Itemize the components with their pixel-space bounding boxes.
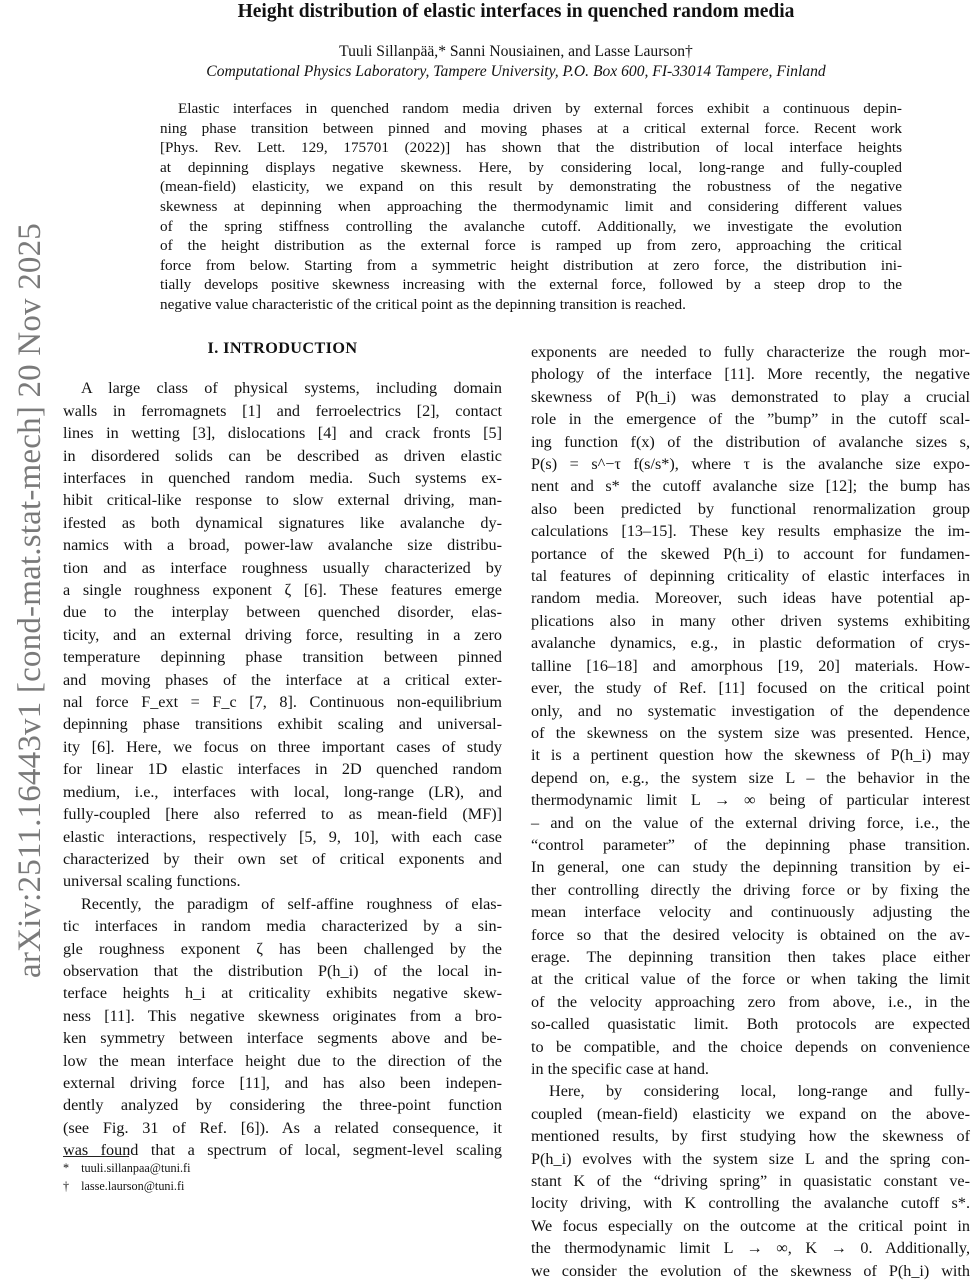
text-line: force so that the desired velocity is obtained on the av- [531, 925, 970, 944]
footnote-symbol: † [63, 1179, 70, 1193]
text-line: temperature depinning phase transition between pinned [63, 648, 502, 667]
text-line: and moving phases of the interface at a critical exter- [63, 670, 502, 689]
text-line: erage. The depinning transition then takes place either [531, 947, 970, 966]
text-line: hibit critical-like response to slow external driving, man- [63, 491, 502, 510]
text-line: nal force F_ext = F_c [7, 8]. Continuous non-equilibrium [63, 693, 502, 712]
text-line: walls in ferromagnets [1] and ferroelectrics [2], contact [63, 401, 502, 420]
text-line: only, and no systematic investigation of the dependence [531, 701, 970, 720]
text-line: ever, the study of Ref. [11] focused on the critical point [531, 679, 970, 698]
left-column-body [63, 377, 502, 1161]
text-line: skewness at depinning when approaching the thermodynamic limit and considering different values [160, 197, 902, 215]
text-line: interfaces in quenched random media. Such systems ex- [63, 469, 502, 488]
text-line: nent and s* the cutoff avalanche size [12]; the bump has [531, 477, 970, 496]
text-line: calculations [13–15]. These key results emphasize the im- [531, 522, 970, 541]
text-line: also been predicted by functional renormalization group [531, 499, 970, 518]
text-line: dently analyzed by considering the three-point function [63, 1096, 502, 1115]
text-line: terface heights h_i at criticality exhibits negative skew- [63, 984, 502, 1003]
arxiv-sidebar-stamp [0, 0, 60, 1200]
text-line: it is a pertinent question how the skewness of P(h_i) may [531, 746, 970, 765]
text-line: avalanche dynamics, e.g., in plastic deformation of crys- [531, 634, 970, 653]
text-line: role in the emergence of the ”bump” in the cutoff scal- [531, 410, 970, 429]
text-line: “control parameter” of the depinning phase transition. [531, 835, 970, 854]
text-line: ifested as both dynamical signatures like avalanche dy- [63, 513, 502, 532]
text-line: force from below. Starting from a symmetric height distribution at zero force, the distribution ini- [160, 256, 902, 274]
text-line: ness [11]. This negative skewness originates from a bro- [63, 1006, 502, 1025]
text-line: depend on, e.g., the system size L – the behavior in the [531, 768, 970, 787]
footnote-symbol: * [63, 1161, 70, 1175]
text-line: stant K of the “driving spring” in quasistatic constant ve- [531, 1172, 970, 1191]
text-line: P(h_i) evolves with the system size L and the spring con- [531, 1149, 970, 1168]
text-line: – and on the value of the external driving force, i.e., the [531, 813, 970, 832]
text-line: mean interface velocity and continuously adjusting the [531, 903, 970, 922]
text-line: in the specific case at hand. [531, 1060, 709, 1078]
text-line: at depinning displays negative skewness. Here, by considering local, long-range and fully-coupled [160, 158, 902, 176]
paper-title: Height distribution of elastic interfaces in quenched random media [237, 1, 795, 22]
text-line: of the height distribution as the external force is ramped up from zero, approaching the critical [160, 237, 902, 255]
text-line: of the velocity approaching zero from above, i.e., in the [531, 992, 970, 1011]
text-line: depinning phase transitions exhibit scaling and universal- [63, 715, 502, 734]
right-column [531, 341, 970, 1282]
footnote-email-1 [63, 1160, 190, 1176]
text-line: of the spring stiffness controlling the avalanche cutoff. Additionally, we investigate the evolution [160, 217, 902, 235]
text-line: elastic interactions, respectively [5, 9, 10], with each case [63, 827, 502, 846]
text-line: external driving force [11], and has also been indepen- [63, 1073, 502, 1092]
author-affiliation: Computational Physics Laboratory, Tampere University, P.O. Box 600, FI-33014 Tampere, Finland [206, 63, 826, 80]
text-line: ning phase transition between pinned and moving phases at a critical external force. Recent work [160, 119, 902, 137]
text-line: P(s) = s^−τ f(s/s*), where τ is the avalanche size expo- [531, 455, 970, 474]
text-line: ing function f(x) of the distribution of avalanche sizes s, [531, 432, 970, 451]
footnote-text: lasse.laurson@tuni.fi [81, 1179, 185, 1193]
section-heading: I. INTRODUCTION [207, 339, 358, 357]
text-line: locity driving, with K controlling the avalanche cutoff s*. [531, 1194, 970, 1213]
text-line: tal features of depinning criticality of elastic interfaces in [531, 567, 970, 586]
text-line: in disordered solids can be described as driven elastic [63, 446, 502, 465]
text-line: lines in wetting [3], dislocations [4] and crack fronts [5] [63, 424, 502, 443]
text-line: at the critical value of the force or when taking the limit [531, 970, 970, 989]
text-line: the thermodynamic limit L → ∞, K → 0. Additionally, [531, 1239, 970, 1258]
text-line: negative value characteristic of the critical point as the depinning transition is reached. [160, 295, 686, 313]
footnote-email-2 [63, 1178, 184, 1194]
text-line: due to the interplay between quenched disorder, elas- [63, 603, 502, 622]
text-line: ken symmetry between interface segments above and be- [63, 1029, 502, 1048]
text-line: for linear 1D elastic interfaces in 2D quenched random [63, 760, 502, 779]
text-line: fully-coupled [here also referred to as mean-field (MF)] [63, 805, 502, 824]
abstract [160, 99, 902, 315]
text-line: we consider the evolution of the skewness of P(h_i) with [531, 1261, 970, 1280]
text-line: medium, i.e., interfaces with local, long-range (LR), and [63, 782, 502, 801]
footnote-rule [63, 1156, 129, 1157]
text-line: Here, by considering local, long-range and fully- [549, 1082, 970, 1101]
text-line: tially develops positive skewness increasing with the external force, followed by a steep drop to the [160, 276, 902, 294]
text-line: a single roughness exponent ζ [6]. These features emerge [63, 581, 502, 600]
text-line: skewness of P(h_i) was demonstrated to play a crucial [531, 387, 970, 406]
text-line: Recently, the paradigm of self-affine roughness of elas- [81, 894, 502, 913]
text-line: to be compatible, and the choice depends on convenience [531, 1037, 970, 1056]
text-line: namics with a broad, power-law avalanche size distribu- [63, 536, 502, 555]
text-line: In general, one can study the depinning transition by ei- [531, 858, 970, 877]
author-list: Tuuli Sillanpää,* Sanni Nousiainen, and Lasse Laurson† [339, 43, 693, 60]
text-line: We focus especially on the outcome at the critical point in [531, 1216, 970, 1235]
arxiv-identifier: arXiv:2511.16443v1 [cond-mat.stat-mech] 20 Nov 2025 [11, 222, 48, 978]
text-line: (see Fig. 31 of Ref. [6]). As a related consequence, it [63, 1118, 502, 1137]
text-line: phology of the interface [11]. More recently, the negative [531, 365, 970, 384]
left-column [63, 337, 502, 1162]
text-line: tic interfaces in random media characterized by a sin- [63, 917, 502, 936]
text-line: universal scaling functions. [63, 872, 241, 891]
text-line: thermodynamic limit L → ∞ being of particular interest [531, 791, 970, 810]
text-line: tion and as interface roughness usually characterized by [63, 558, 502, 577]
text-line: random media. Moreover, such ideas have potential ap- [531, 589, 970, 608]
text-line: observation that the distribution P(h_i) of the local in- [63, 961, 502, 980]
text-line: ity [6]. Here, we focus on three important cases of study [63, 737, 502, 756]
text-line: Elastic interfaces in quenched random media driven by external forces exhibit a continuous depin- [178, 100, 902, 117]
text-line: talline [16–18] and amorphous [19, 20] materials. How- [531, 656, 970, 675]
text-line: was found that a spectrum of local, segment-level scaling [63, 1141, 502, 1160]
text-line: portance of the skewed P(h_i) to account for fundamen- [531, 544, 970, 563]
text-line: low the mean interface height due to the direction of the [63, 1051, 502, 1070]
text-line: coupled (mean-field) elasticity we expand on the above- [531, 1104, 970, 1123]
text-line: exponents are needed to fully characterize the rough mor- [531, 343, 970, 361]
text-line: of the skewness on the system size was presented. Hence, [531, 723, 970, 742]
text-line: [Phys. Rev. Lett. 129, 175701 (2022)] has shown that the distribution of local interface heights [160, 139, 902, 157]
footnote-text: tuuli.sillanpaa@tuni.fi [81, 1161, 191, 1175]
text-line: mentioned results, by first studying how the skewness of [531, 1127, 970, 1146]
text-line: (mean-field) elasticity, we expand on this result by demonstrating the robustness of the negative [160, 178, 902, 196]
text-line: characterized by their own set of critical exponents and [63, 849, 502, 868]
text-line: plications also in many other driven systems exhibiting [531, 611, 970, 630]
text-line: gle roughness exponent ζ has been challenged by the [63, 939, 502, 958]
text-line: ticity, and an external driving force, resulting in a zero [63, 625, 502, 644]
text-line: ther controlling directly the driving force or by fixing the [531, 880, 970, 899]
text-line: so-called quasistatic limit. Both protocols are expected [531, 1015, 970, 1034]
text-line: A large class of physical systems, including domain [81, 379, 502, 398]
